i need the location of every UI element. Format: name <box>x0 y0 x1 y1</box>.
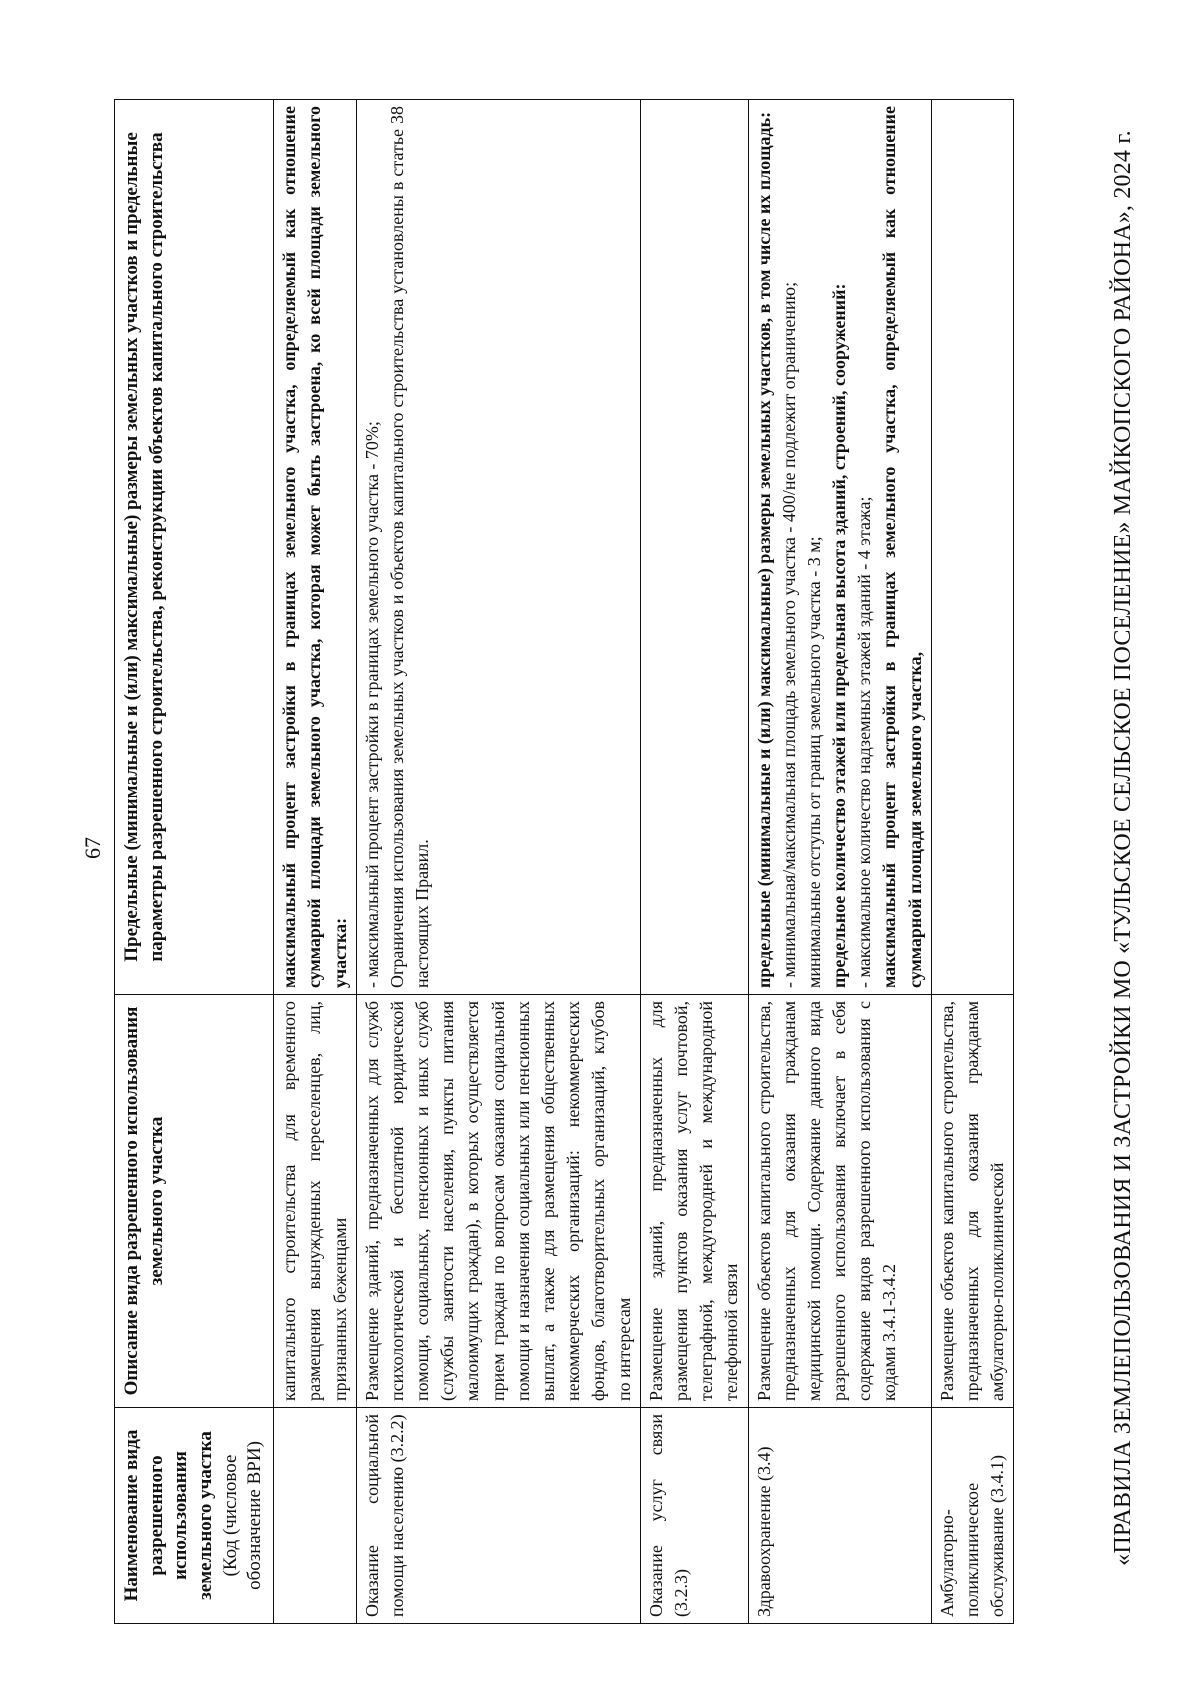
use-description-cell: Размещение зданий, предназначенных для служб психологической и бесплатной юридической помощи, социальных, пенсионных и иных служб (службы занятости населения, пункты питания малоимущих граждан), в которых осуществляется прием граждан по вопросам оказания социальной помощи и назначения социальных или пенсионных выплат, а также для размещения общественных некоммерческих организаций: некоммерческих фондов, благотворительных организаций, клубов по интересам <box>356 995 640 1408</box>
parameter-line: минимальные отступы от границ земельного участка - 3 м; <box>803 536 824 988</box>
parameter-line: максимальный процент застройки в границах земельного участка, определяемый как отношение суммарной площади земельного участка, которая может быть застроена, ко всей площади земельного участка: <box>279 106 350 988</box>
use-description-cell: Размещение зданий, предназначенных для размещения пунктов оказания услуг почтовой, телеграфной, междугородней и международной телефонной связи <box>640 995 748 1408</box>
parameter-line: максимальный процент застройки в границах земельного участка, определяемый как отношение суммарной площади земельного участка, <box>879 106 925 988</box>
use-name-cell <box>274 1408 357 1624</box>
use-name-cell: Здравоохранение (3.4) <box>748 1408 931 1624</box>
header-use-name-main: Наименование вида разрешенного использования земельного участка <box>121 1429 217 1602</box>
table-row <box>356 100 640 1624</box>
use-description-cell: Размещение объектов капитального строительства, предназначенных для оказания гражданам амбулаторно-поликлинической <box>931 995 1014 1408</box>
header-use-name <box>115 1408 274 1624</box>
use-name-cell: Амбулаторно-поликлиническое обслуживание (3.4.1) <box>931 1408 1014 1624</box>
parameter-line: предельные (минимальные и (или) максимальные) размеры земельных участков, в том числе их площадь: <box>753 111 774 988</box>
table-row <box>748 100 931 1624</box>
use-description-cell: капитального строительства для временного размещения вынужденных переселенцев, лиц, признанных беженцами <box>274 995 357 1408</box>
use-name-cell: Оказание социальной помощи населению (3.2.2) <box>356 1408 640 1624</box>
zoning-table <box>114 99 1014 1624</box>
parameter-line: - максимальное количество надземных этажей зданий - 4 этажа; <box>854 496 875 988</box>
table-body <box>274 100 1014 1624</box>
page-number: 67 <box>80 837 105 859</box>
parameter-line: - максимальный процент застройки в границах земельного участка - 70%; <box>361 421 382 988</box>
header-limit-parameters: Предельные (минимальные и (или) максимальные) размеры земельных участков и предельные параметры разрешенного строительства, реконструкции объектов капитального строительства <box>115 100 274 995</box>
limit-parameters-cell <box>274 100 357 995</box>
parameter-line: - минимальная/максимальная площадь земельного участка - 400/не подлежит ограничению; <box>778 281 799 988</box>
limit-parameters-cell <box>640 100 748 995</box>
table-row <box>640 100 748 1624</box>
limit-parameters-cell <box>748 100 931 995</box>
parameter-line: предельное количество этажей или предельная высота зданий, строений, сооружений: <box>829 283 850 988</box>
header-use-name-code: (Код (числовое обозначение ВРИ) <box>219 1441 266 1590</box>
use-name-cell: Оказание услуг связи (3.2.3) <box>640 1408 748 1624</box>
table-header-row <box>115 100 274 1624</box>
table-row <box>274 100 357 1624</box>
parameter-line: Ограничения использования земельных участков и объектов капитального строительства установлены в статье 38 настоящих Правил. <box>386 106 433 988</box>
limit-parameters-cell <box>356 100 640 995</box>
header-use-description: Описание вида разрешенного использования земельного участка <box>115 995 274 1408</box>
document-footer: «ПРАВИЛА ЗЕМЛЕПОЛЬЗОВАНИЯ И ЗАСТРОЙКИ МО «ТУЛЬСКОЕ СЕЛЬСКОЕ ПОСЕЛЕНИЕ» МАЙКОПСКОГО РАЙОНА», 2024 г. <box>1110 130 1136 1566</box>
table-row <box>931 100 1014 1624</box>
limit-parameters-cell <box>931 100 1014 995</box>
use-description-cell: Размещение объектов капитального строительства, предназначенных для оказания гражданам медицинской помощи. Содержание данного вида разрешенного использования включает в себя содержание видов разрешенного использования с кодами 3.4.1-3.4.2 <box>748 995 931 1408</box>
